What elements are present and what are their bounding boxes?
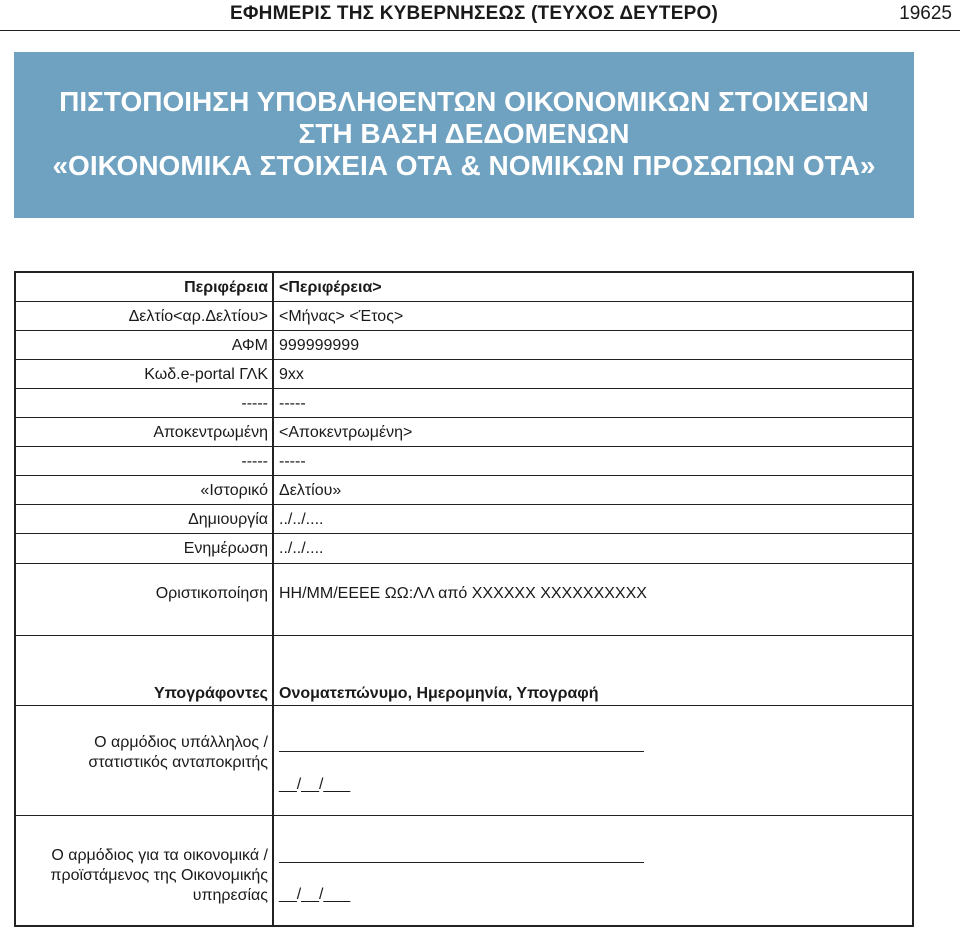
form-label-separator-1: -----	[241, 395, 268, 412]
gazette-header	[0, 0, 960, 31]
page-number: 19625	[899, 3, 952, 24]
banner-title-line-3: «ΟΙΚΟΝΟΜΙΚΑ ΣΤΟΙΧΕΙΑ ΟΤΑ & ΝΟΜΙΚΩΝ ΠΡΟΣΩΠΩΝ ΟΤΑ»	[52, 150, 876, 181]
signers-header-value: Ονοματεπώνυμο, Ημερομηνία, Υπογραφή	[279, 685, 599, 702]
signer1-role-line-1: Ο αρμόδιος υπάλληλος /	[94, 734, 268, 751]
form-value-region: <Περιφέρεια>	[279, 279, 382, 296]
form-row-separator-1	[16, 389, 912, 418]
form-label-eportal-code: Κωδ.e-portal ΓΛΚ	[144, 366, 268, 383]
form-row-signers-header	[16, 636, 912, 706]
form-label-created: Δημιουργία	[188, 511, 268, 528]
signer2-date-field[interactable]: __/__/___	[279, 886, 351, 903]
gazette-title: ΕΦΗΜΕΡΙΣ ΤΗΣ ΚΥΒΕΡΝΗΣΕΩΣ (ΤΕΥΧΟΣ ΔΕΥΤΕΡΟ)	[230, 3, 718, 24]
form-label-finalized: Οριστικοποίηση	[155, 585, 268, 602]
form-row-decentralized	[16, 418, 912, 447]
form-row-updated	[16, 534, 912, 564]
banner-title-line-1: ΠΙΣΤΟΠΟΙΗΣΗ ΥΠΟΒΛΗΘΕΝΤΩΝ ΟΙΚΟΝΟΜΙΚΩΝ ΣΤΟΙΧΕΙΩΝ	[59, 86, 869, 117]
form-value-created: ../../....	[279, 511, 324, 528]
form-row-eportal-code	[16, 360, 912, 389]
form-row-history	[16, 476, 912, 505]
form-row-bulletin	[16, 302, 912, 331]
signer2-role-line-3: υπηρεσίας	[192, 887, 268, 904]
form-label-decentralized: Αποκεντρωμένη	[153, 424, 268, 441]
form-value-history: Δελτίου»	[279, 482, 342, 499]
form-label-region: Περιφέρεια	[184, 279, 268, 296]
signer2-role-line-1: Ο αρμόδιος για τα οικονομικά /	[51, 847, 268, 864]
form-row-finalized	[16, 564, 912, 636]
signer1-role-line-2: στατιστικός ανταποκριτής	[88, 754, 268, 771]
signer1-date-field[interactable]: __/__/___	[279, 776, 351, 793]
signers-header-label: Υπογράφοντες	[153, 685, 268, 702]
signer1-signature-line[interactable]	[279, 751, 644, 752]
signer2-signature-line[interactable]	[279, 862, 644, 863]
form-value-bulletin: <Μήνας> <Έτος>	[279, 308, 404, 325]
form-row-afm	[16, 331, 912, 360]
signer2-role-line-2: προϊστάμενος της Οικονομικής	[50, 867, 268, 884]
form-value-updated: ../../....	[279, 540, 324, 557]
form-label-separator-2: -----	[241, 453, 268, 470]
form-value-eportal-code: 9xx	[279, 366, 304, 383]
form-value-separator-1: -----	[279, 395, 306, 412]
form-row-created	[16, 505, 912, 534]
form-label-afm: ΑΦΜ	[231, 337, 268, 354]
form-value-afm: 999999999	[279, 337, 360, 354]
form-label-updated: Ενημέρωση	[183, 540, 268, 557]
form-row-region	[16, 273, 912, 302]
form-value-finalized: ΗΗ/ΜΜ/ΕΕΕΕ ΩΩ:ΛΛ από XXXXXX XXXXXXXXXX	[279, 585, 647, 602]
form-row-separator-2	[16, 447, 912, 476]
form-label-bulletin: Δελτίο<αρ.Δελτίου>	[128, 308, 268, 325]
form-row-signer-head	[16, 816, 912, 925]
form-value-decentralized: <Αποκεντρωμένη>	[279, 424, 413, 441]
certificate-form	[14, 271, 914, 927]
certificate-banner	[14, 52, 914, 218]
banner-title-line-2: ΣΤΗ ΒΑΣΗ ΔΕΔΟΜΕΝΩΝ	[298, 118, 630, 149]
form-row-signer-employee	[16, 706, 912, 816]
form-label-history: «Ιστορικό	[200, 482, 268, 499]
form-value-separator-2: -----	[279, 453, 306, 470]
